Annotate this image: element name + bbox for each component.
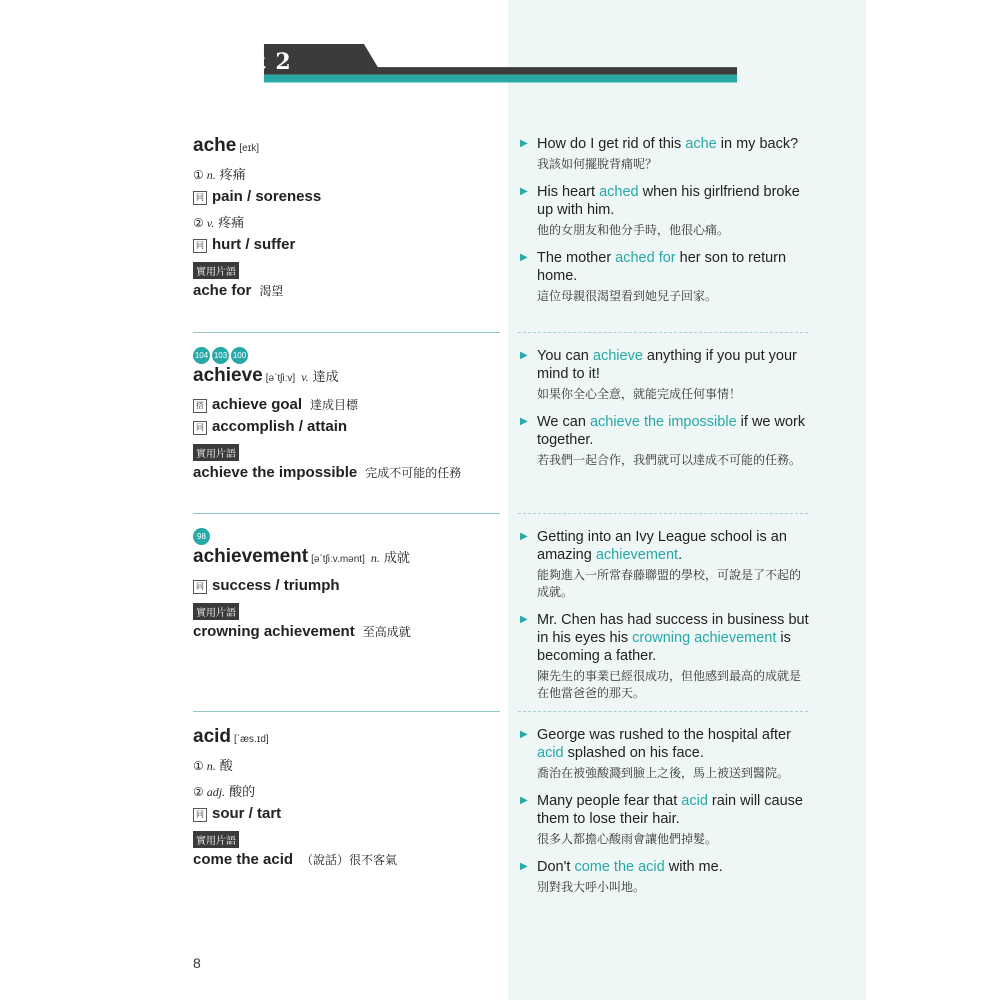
phrase: achieve the impossible 完成不可能的任務 <box>193 464 462 481</box>
entry-achievement: 98 achievement [əˋtʃiːv.mənt] n. 成就 同 success / triumph 實用片語 crowning achievement 至高成就 <box>193 526 503 640</box>
synonym-tag: 同 <box>193 191 207 205</box>
synonym: 同 pain / soreness <box>193 188 503 205</box>
entry-divider <box>193 513 500 514</box>
arrow-icon: ▶ <box>520 861 528 872</box>
collocation: 搭 achieve goal 達成目標 <box>193 396 503 413</box>
synonym: 同 accomplish / attain <box>193 418 503 435</box>
phrase: crowning achievement 至高成就 <box>193 623 411 640</box>
synonym: 同 hurt / suffer <box>193 236 503 253</box>
sense-1: ① n. 酸 <box>193 758 233 773</box>
year-badge: 104 <box>193 347 210 364</box>
headword: ache <box>193 135 237 156</box>
examples-ache <box>520 135 812 315</box>
arrow-icon: ▶ <box>520 252 528 263</box>
phrase: come the acid （說話）很不客氣 <box>193 851 398 868</box>
entry-divider-dashed <box>518 513 808 514</box>
arrow-icon: ▶ <box>520 416 528 427</box>
example: ▶ Don't come the acid with me. 別對我大呼小叫地。 <box>520 859 723 894</box>
headword: achieve <box>193 365 263 386</box>
example: ▶ Mr. Chen has had success in business but in his eyes his crowning achievement is becoming a father. 陳先生的事業已經很成功，但他感到最高的成就是在他當爸爸的那天。 <box>520 612 809 700</box>
phrase-label: 實用片語 <box>193 444 239 461</box>
synonym-tag: 同 <box>193 808 207 822</box>
headword: achievement <box>193 546 309 567</box>
headword: acid <box>193 726 232 747</box>
example: ▶ We can achieve the impossible if we work together. 若我們一起合作，我們就可以達成不可能的任務。 <box>520 414 806 467</box>
phrase-label: 實用片語 <box>193 603 239 620</box>
arrow-icon: ▶ <box>520 186 528 197</box>
sense-2: ② adj. 酸的 <box>193 784 256 799</box>
phrase: ache for 渴望 <box>193 282 284 299</box>
entry-divider-dashed <box>518 711 808 712</box>
examples-achieve <box>520 347 812 479</box>
arrow-icon: ▶ <box>520 138 528 149</box>
entry-acid <box>193 726 503 868</box>
exam-year-badges <box>193 526 503 544</box>
year-badge: 98 <box>193 528 210 545</box>
arrow-icon: ▶ <box>520 614 528 625</box>
example: ▶ You can achieve anything if you put your mind to it! 如果你全心全意，就能完成任何事情！ <box>520 348 797 401</box>
entry-ache <box>193 135 503 299</box>
sense-1: ① n. 疼痛 <box>193 167 246 182</box>
phonetic: [əˋtʃiːv] <box>265 373 296 384</box>
entry-divider-dashed <box>518 332 808 333</box>
arrow-icon: ▶ <box>520 531 528 542</box>
phrase-label: 實用片語 <box>193 831 239 848</box>
phrase-label: 實用片語 <box>193 262 239 279</box>
synonym: 同 sour / tart <box>193 805 503 822</box>
synonym-tag: 同 <box>193 421 207 435</box>
example: ▶ George was rushed to the hospital after acid splashed on his face. 喬治在被強酸濺到臉上之後，馬上被送到醫院。 <box>520 727 791 780</box>
example: ▶ How do I get rid of this ache in my back? 我該如何擺脫背痛呢？ <box>520 136 799 171</box>
example: ▶ The mother ached for her son to return home. 這位母親很渴望看到她兒子回家。 <box>520 250 787 303</box>
year-badge: 103 <box>212 347 229 364</box>
phonetic: [ˋæs.ɪd] <box>234 734 269 745</box>
page-number: 8 <box>193 955 201 971</box>
unit-title: Unit 2 <box>209 49 292 75</box>
arrow-icon: ▶ <box>520 795 528 806</box>
synonym-tag: 同 <box>193 580 207 594</box>
sense-2: ② v. 疼痛 <box>193 215 245 230</box>
synonym: 同 success / triumph <box>193 577 503 594</box>
example: ▶ His heart ached when his girlfriend broke up with him. 他的女朋友和他分手時，他很心痛。 <box>520 184 800 237</box>
examples-acid <box>520 726 812 906</box>
arrow-icon: ▶ <box>520 350 528 361</box>
example: ▶ Getting into an Ivy League school is an amazing achievement. 能夠進入一所常春藤聯盟的學校，可說是了不起的成就。 <box>520 529 802 599</box>
phonetic: [əˋtʃiːv.mənt] <box>311 554 365 565</box>
entry-divider <box>193 711 500 712</box>
examples-achievement <box>520 528 812 712</box>
example: ▶ Many people fear that acid rain will cause them to lose their hair. 很多人都擔心酸雨會讓他們掉髮。 <box>520 793 803 846</box>
exam-year-badges <box>193 345 503 363</box>
entry-divider <box>193 332 500 333</box>
phonetic: [eɪk] <box>239 143 259 154</box>
collocation-tag: 搭 <box>193 399 207 413</box>
synonym-tag: 同 <box>193 239 207 253</box>
arrow-icon: ▶ <box>520 729 528 740</box>
entry-achieve: 104 103 100 achieve [əˋtʃiːv] v. 達成 搭 achieve goal 達成目標 同 accomplish / attain 實用片語 achieve the impossible 完成不可能的任務 <box>193 345 503 481</box>
year-badge: 100 <box>231 347 248 364</box>
